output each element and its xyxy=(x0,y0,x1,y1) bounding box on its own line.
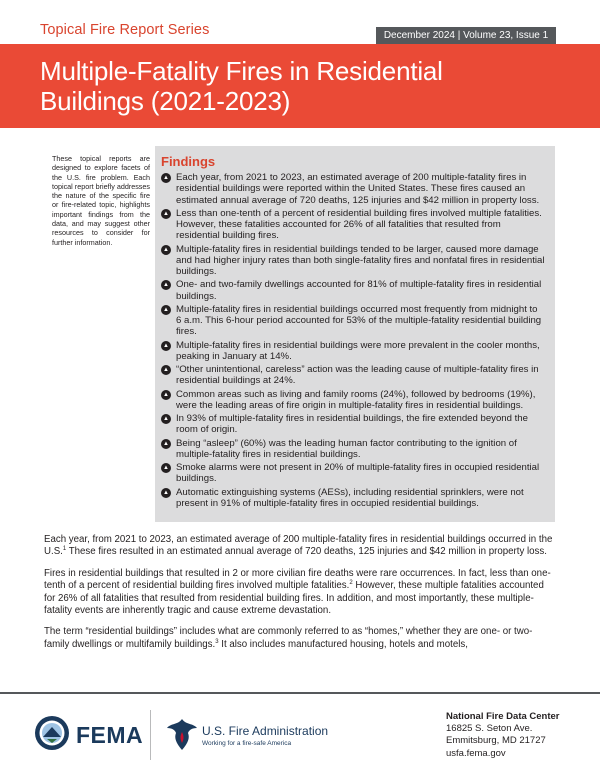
body-paragraph xyxy=(44,534,556,559)
finding-text: Less than one-tenth of a percent of residential building fires involved multiple fatalities. However, these fatalities accounted for 26% of all fatalities that resulted from residential building fires. xyxy=(176,207,542,242)
fire-bullet-icon: ▲ xyxy=(161,209,171,219)
finding-item xyxy=(161,438,545,461)
footnote-ref[interactable]: 1 xyxy=(62,546,67,553)
finding-text: Each year, from 2021 to 2023, an estimated average of 200 multiple-fatality fires in residential buildings were reported within the United States. These fires caused an estimated annual average of 720 deaths, 125 injuries and $42 million in property loss. xyxy=(176,172,540,206)
body-paragraph xyxy=(44,568,556,618)
street-address: 16825 S. Seton Ave. xyxy=(446,723,533,735)
title-banner xyxy=(0,44,600,128)
center-name: National Fire Data Center xyxy=(446,711,560,722)
fire-bullet-icon: ▲ xyxy=(161,390,171,400)
paragraph-text: Fires in residential buildings that resulted in 2 or more civilian fire deaths were rare occurrences. In fact, less than one-tenth of a percent of residential building fires involved multiple fatalities. xyxy=(44,567,551,592)
finding-text: Being “asleep” (60%) was the leading human factor contributing to the ignition of multiple-fatality fires in residential buildings. xyxy=(176,437,517,460)
paragraph-text: It also includes manufactured housing, hotels and motels, xyxy=(218,638,468,650)
finding-item xyxy=(161,487,545,510)
usfa-name: U.S. Fire Administration xyxy=(202,724,329,738)
finding-item xyxy=(161,208,545,242)
findings-heading: Findings xyxy=(161,154,216,169)
fire-bullet-icon: ▲ xyxy=(161,341,171,351)
fire-bullet-icon: ▲ xyxy=(161,439,171,449)
paragraph-text: However, these multiple fatalities accounted for 26% of all fatalities that resulted from residential building fires. In addition, and most importantly, these multiple-fatality events are inherently tragic and cause extreme devastation. xyxy=(44,580,544,617)
footnote-ref[interactable]: 2 xyxy=(349,579,353,586)
city-address: Emmitsburg, MD 21727 xyxy=(446,735,546,747)
finding-text: One- and two-family dwellings accounted for 81% of multiple-fatality fires in residential buildings. xyxy=(176,279,542,302)
fema-logo: FEMA xyxy=(76,722,144,748)
finding-text: Smoke alarms were not present in 20% of multiple-fatality fires in occupied residential buildings. xyxy=(176,462,540,485)
usfa-eagle-icon xyxy=(166,716,198,752)
page-title-line2: Buildings (2021-2023) xyxy=(40,86,291,116)
fire-bullet-icon: ▲ xyxy=(161,245,171,255)
finding-item xyxy=(161,340,545,363)
finding-item xyxy=(161,364,545,387)
finding-item xyxy=(161,304,545,338)
finding-text: Automatic extinguishing systems (AESs), including residential sprinklers, were not present in 91% of multiple-fatality fires in occupied residential buildings. xyxy=(176,486,524,509)
page-title-line1: Multiple-Fatality Fires in Residential xyxy=(40,56,443,86)
usfa-tagline: Working for a fire-safe America xyxy=(202,740,292,747)
logo-divider xyxy=(150,710,151,760)
fire-bullet-icon: ▲ xyxy=(161,463,171,473)
finding-item xyxy=(161,389,545,412)
finding-text: “Other unintentional, careless” action was the leading cause of multiple-fatality fires in residential buildings at 24%. xyxy=(176,364,539,387)
body-text xyxy=(44,534,556,660)
finding-item xyxy=(161,462,545,485)
body-paragraph xyxy=(44,626,556,651)
paragraph-text: Each year, from 2021 to 2023, an estimated average of 200 multiple-fatality fires in residential buildings occurred in the U.S. xyxy=(44,534,553,558)
footnote-ref[interactable]: 3 xyxy=(215,638,219,645)
finding-item xyxy=(161,172,545,206)
finding-item xyxy=(161,244,545,278)
series-title: Topical Fire Report Series xyxy=(40,22,210,38)
paragraph-text: The term “residential buildings” includes what are commonly referred to as “homes,” whether they are one- or two-family dwellings or multifamily buildings. xyxy=(44,626,533,650)
finding-text: Multiple-fatality fires in residential buildings tended to be larger, caused more damage and had higher injury rates than both single-fatality fires and nonfatal fires in residential buildings. xyxy=(176,243,545,278)
finding-text: Multiple-fatality fires in residential buildings were more prevalent in the cooler months, peaking in January at 14%. xyxy=(176,339,540,362)
fire-bullet-icon: ▲ xyxy=(161,305,171,315)
finding-text: In 93% of multiple-fatality fires in residential buildings, the fire extended beyond the room of origin. xyxy=(176,413,528,436)
fire-bullet-icon: ▲ xyxy=(161,365,171,375)
finding-text: Common areas such as living and family rooms (24%), followed by bedrooms (19%), were the leading areas of fire origin in multiple-fatality fires in residential buildings. xyxy=(176,388,536,411)
finding-item xyxy=(161,279,545,302)
issue-badge: December 2024 | Volume 23, Issue 1 xyxy=(376,27,556,44)
footer xyxy=(0,694,600,776)
fire-bullet-icon: ▲ xyxy=(161,173,171,183)
findings-box xyxy=(155,146,555,522)
paragraph-text: These fires resulted in an estimated annual average of 720 deaths, 125 injuries and $42 million in property loss. xyxy=(66,546,547,558)
series-description: These topical reports are designed to explore facets of the U.S. fire problem. Each topical report briefly addresses the nature of the specific fire or fire-related topic, highlights important findings from the data, and may suggest other resources to consider for further information. xyxy=(52,154,150,247)
fire-bullet-icon: ▲ xyxy=(161,414,171,424)
findings-list xyxy=(161,172,545,509)
fire-bullet-icon: ▲ xyxy=(161,488,171,498)
contact-address xyxy=(446,711,560,760)
fire-bullet-icon: ▲ xyxy=(161,280,171,290)
finding-item xyxy=(161,413,545,436)
website-link[interactable]: usfa.fema.gov xyxy=(446,747,506,759)
finding-text: Multiple-fatality fires in residential buildings occurred most frequently from midnight to 6 a.m. This 6-hour period accounted for 53% of the multiple-fatality residential building fires. xyxy=(176,303,542,338)
dhs-seal-icon xyxy=(34,715,70,751)
page-title xyxy=(40,56,570,116)
